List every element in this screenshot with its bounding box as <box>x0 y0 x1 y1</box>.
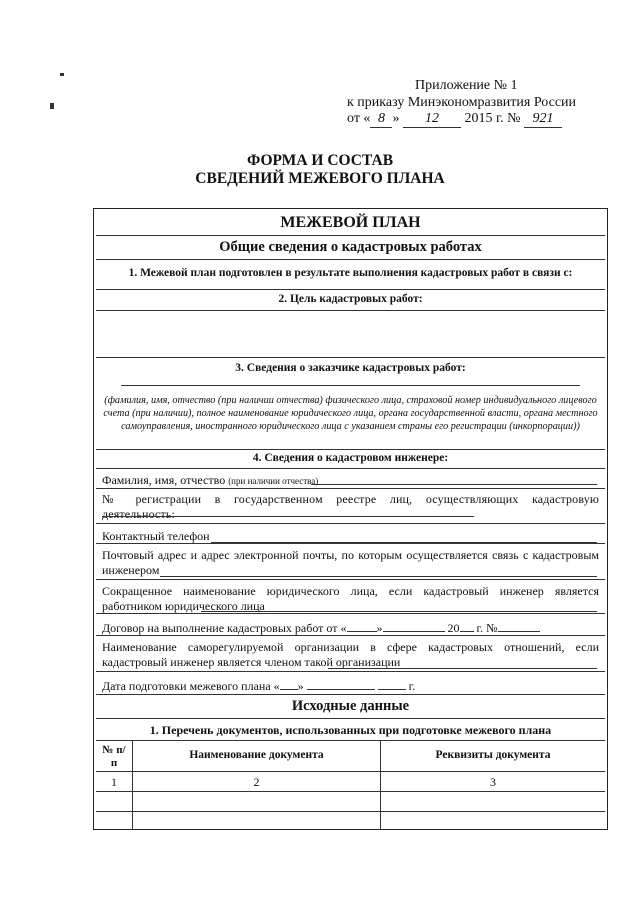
sro-field[interactable] <box>328 668 597 669</box>
registry-field[interactable] <box>102 516 474 517</box>
section4-row <box>96 449 605 466</box>
prep-month-field[interactable] <box>307 677 375 690</box>
boundary-plan-form <box>93 208 608 830</box>
prep-date-label: Дата подготовки межевого плана « <box>102 679 280 693</box>
prep-date-end: г. <box>408 679 416 693</box>
table-cell[interactable] <box>133 812 381 830</box>
scan-mark <box>60 73 64 76</box>
section3-title: 3. Сведения о заказчике кадастровых работ: <box>235 362 466 374</box>
section2-title: 2. Цель кадастровых работ: <box>278 293 423 305</box>
section3-note: (фамилия, имя, отчество (при наличии отчества) физического лица, страховой номер индивидуального лицевого счета (при наличии), полное наименование юридического лица, органа государственной власти, органа местного самоуправления, иностранного юридического лица с указанием страны его регистрации (инкорпорации)) <box>103 395 598 432</box>
order-month: 12 <box>403 111 461 128</box>
table-cell[interactable] <box>133 792 381 812</box>
order-number: 921 <box>524 111 562 128</box>
date-prefix: от « <box>347 111 371 126</box>
col-requisites-header: Реквизиты документа <box>435 749 551 761</box>
order-date-line <box>347 111 562 128</box>
sro-label: Наименование саморегулируемой организации в сфере кадастровых отношений, если кадастровый инженер является членом такой организации <box>102 640 599 669</box>
sro-row <box>96 635 605 671</box>
table-row <box>96 771 605 791</box>
col-name-header: Наименование документа <box>133 741 381 772</box>
table-header-row <box>96 740 605 771</box>
contract-year: 20 <box>447 621 460 635</box>
contract-num-label: г. № <box>476 621 498 635</box>
contract-month-field[interactable] <box>383 619 445 632</box>
scan-mark <box>50 103 54 109</box>
section1-row <box>96 259 605 287</box>
appendix-line: Приложение № 1 <box>415 78 518 93</box>
section1-title: 1. Межевой план подготовлен в результате выполнения кадастровых работ в связи с: <box>128 267 573 279</box>
general-section-row <box>96 235 605 257</box>
org-label: Сокращенное наименование юридического лица, если кадастровый инженер является работником юридического лица <box>102 584 599 613</box>
contract-label: Договор на выполнение кадастровых работ от « <box>102 621 347 635</box>
table-row <box>96 811 605 829</box>
table-row <box>96 791 605 811</box>
phone-label: Контактный телефон <box>102 529 210 543</box>
form-title-line1: ФОРМА И СОСТАВ <box>246 152 394 169</box>
contract-mid: » <box>376 621 383 635</box>
fio-field[interactable] <box>311 484 597 485</box>
section2-field[interactable] <box>96 310 605 361</box>
order-year: 2015 г. № <box>464 111 521 126</box>
address-row <box>96 543 605 579</box>
source-section1-title: 1. Перечень документов, использованных при подготовке межевого плана <box>149 723 552 737</box>
form-title-line2: СВЕДЕНИЙ МЕЖЕВОГО ПЛАНА <box>195 170 445 187</box>
address-label: Почтовый адрес и адрес электронной почты, по которым осуществляется связь с кадастровым инженером <box>102 548 599 577</box>
order-line: к приказу Минэкономразвития России <box>347 95 577 110</box>
phone-row <box>96 523 605 545</box>
date-mid: » <box>392 111 400 126</box>
source-section1-row <box>96 718 605 740</box>
prep-date-row <box>96 671 605 693</box>
fio-note: (при наличии отчества) <box>228 476 319 486</box>
table-cell: 3 <box>490 775 496 789</box>
source-data-row <box>96 694 605 718</box>
section2-row <box>96 289 605 359</box>
order-day: 8 <box>370 111 392 128</box>
table-cell[interactable] <box>96 792 133 812</box>
table-cell: 1 <box>96 772 133 792</box>
fio-label: Фамилия, имя, отчество <box>102 473 226 487</box>
table-cell: 2 <box>133 772 381 792</box>
contract-row <box>96 613 605 635</box>
section4-title: 4. Сведения о кадастровом инженере: <box>252 452 449 464</box>
prep-date-mid: » <box>297 679 304 693</box>
section3-row <box>96 357 605 449</box>
col-number-header: № п/п <box>96 741 133 772</box>
prep-year-field[interactable] <box>378 677 406 690</box>
main-title: МЕЖЕВОЙ ПЛАН <box>280 214 421 231</box>
registry-row <box>96 488 605 521</box>
org-field[interactable] <box>201 611 597 612</box>
contract-day-field[interactable] <box>347 619 377 632</box>
contract-number-field[interactable] <box>498 619 540 632</box>
section3-fill-line[interactable] <box>121 385 580 386</box>
general-title: Общие сведения о кадастровых работах <box>219 239 482 255</box>
source-title: Исходные данные <box>291 698 410 714</box>
contract-year-field[interactable] <box>460 619 474 632</box>
prep-day-field[interactable] <box>280 677 298 690</box>
fio-row <box>96 468 605 488</box>
registry-label: № регистрации в государственном реестре лиц, осуществляющих кадастровую деятельность: <box>102 492 599 521</box>
address-field[interactable] <box>160 576 597 577</box>
org-row <box>96 579 605 613</box>
table-cell[interactable] <box>96 812 133 830</box>
